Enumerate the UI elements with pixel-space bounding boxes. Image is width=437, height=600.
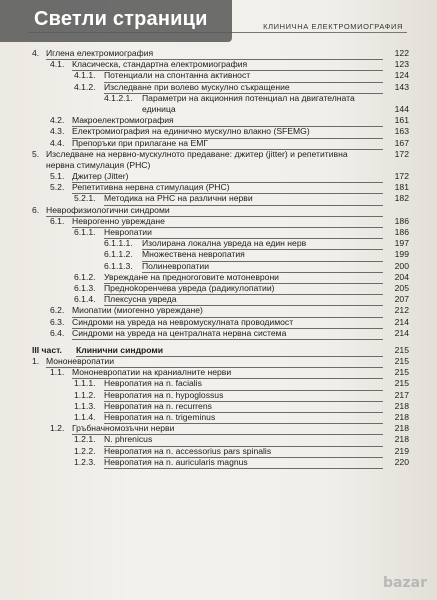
entry-page: 205	[394, 282, 409, 293]
entry-page: 123	[394, 59, 409, 70]
toc-entry	[32, 328, 409, 339]
entry-number: 4.3.	[50, 126, 65, 137]
entry-title: Плексусна увреда	[104, 294, 383, 306]
entry-number: 6.1.1.2.	[104, 249, 133, 260]
entry-title: Изследване при волево мускулно съкращение	[104, 82, 383, 94]
entry-number: 1.1.2.	[74, 389, 96, 400]
toc-entry	[32, 149, 409, 171]
entry-page: 163	[394, 126, 409, 137]
entry-number: 5.1.	[50, 171, 65, 182]
entry-page: 207	[394, 294, 409, 305]
toc-entry	[32, 216, 409, 227]
entry-page: 200	[394, 260, 409, 271]
entry-number: 1.2.3.	[74, 456, 96, 467]
entry-title: Макроелектромиография	[72, 115, 383, 127]
toc-entry	[32, 412, 409, 423]
toc-entry	[32, 345, 409, 356]
entry-title: Неврогенно увреждане	[72, 216, 383, 228]
entry-page: 186	[394, 215, 409, 226]
entry-number: 6.2.	[50, 305, 65, 316]
toc-entry	[32, 115, 409, 126]
entry-number: 6.1.1.3.	[104, 260, 133, 271]
toc-entry	[32, 138, 409, 149]
entry-title: Джитер (Jitter)	[72, 171, 383, 183]
entry-page: 197	[394, 238, 409, 249]
entry-page: 186	[394, 227, 409, 238]
toc-entry	[32, 317, 409, 328]
entry-title: Невропатия на n. facialis	[104, 378, 383, 390]
toc-entry	[32, 238, 409, 249]
toc-entry	[32, 446, 409, 457]
entry-title: Синдроми на увреда на централната нервна система	[72, 328, 383, 340]
logo-text: bazar	[383, 575, 427, 591]
entry-title: Изследване на нервно-мускулното предаване: джитер (jitter) и репетитивна нервна стимулация (PHC)	[46, 148, 348, 170]
entry-number: 4.1.	[50, 59, 65, 70]
entry-number: 1.1.1.	[74, 378, 96, 389]
entry-number: III част.	[32, 344, 62, 355]
toc-entry	[32, 294, 409, 305]
entry-title: Предноkоренчева увреда (радикулопатии)	[104, 283, 383, 295]
entry-title: Синдроми на увреда на невромускулната проводимост	[72, 317, 383, 329]
entry-page: 214	[394, 316, 409, 327]
entry-title: Изолирана локална увреда на един нерв	[142, 238, 383, 250]
toc-entry	[32, 59, 409, 70]
entry-number: 5.	[32, 148, 40, 159]
entry-page: 219	[394, 445, 409, 456]
entry-page: 215	[394, 356, 409, 367]
entry-page: 172	[394, 171, 409, 182]
toc-entry	[32, 93, 409, 115]
toc-entry	[32, 283, 409, 294]
toc-entry	[32, 70, 409, 81]
toc-entry	[32, 390, 409, 401]
entry-title: Невропатия на n. recurrens	[104, 401, 383, 413]
entry-number: 1.2.	[50, 423, 65, 434]
site-watermark	[0, 0, 232, 42]
entry-number: 1.1.	[50, 367, 65, 378]
entry-title: Параметри на акционния потенциал на двигателната единица	[142, 92, 355, 114]
entry-number: 4.	[32, 48, 40, 58]
entry-title: Невропатия на n. hypoglossus	[104, 390, 383, 402]
toc-entry	[32, 261, 409, 272]
toc-entry	[32, 205, 409, 216]
entry-number: 6.	[32, 204, 40, 215]
entry-number: 1.2.1.	[74, 434, 96, 445]
entry-number: 4.2.	[50, 115, 65, 126]
entry-page: 167	[394, 137, 409, 148]
entry-page: 218	[394, 412, 409, 423]
entry-title: Клинични синдроми	[76, 345, 383, 357]
entry-title: Мононевропатии	[46, 356, 383, 368]
entry-page: 215	[394, 367, 409, 378]
entry-page: 161	[394, 115, 409, 126]
entry-title: Невропатия на n. auricularis magnus	[104, 457, 383, 469]
entry-title: Класическа, стандартна електромиография	[72, 59, 383, 71]
entry-number: 6.1.	[50, 215, 65, 226]
table-of-contents	[32, 48, 409, 468]
toc-entry	[32, 82, 409, 93]
entry-page: 215	[394, 378, 409, 389]
toc-entry	[32, 356, 409, 367]
entry-page: 172	[394, 148, 409, 159]
toc-entry	[32, 126, 409, 137]
toc-entry	[32, 434, 409, 445]
entry-title: Мононевропатии на краниалните нерви	[72, 367, 383, 379]
entry-title: Множествена невропатия	[142, 249, 383, 261]
entry-page: 215	[394, 344, 409, 355]
entry-title: Неврофизиологични синдроми	[46, 205, 383, 217]
entry-title: Препоръки при прилагане на ЕМГ	[72, 138, 383, 150]
entry-number: 4.1.2.1.	[104, 92, 133, 103]
entry-number: 1.1.4.	[74, 412, 96, 423]
watermark-text: Светли страници	[34, 8, 208, 30]
entry-page: 220	[394, 456, 409, 467]
entry-page: 218	[394, 434, 409, 445]
entry-number: 4.1.1.	[74, 70, 96, 81]
entry-title: Миопатии (миогенно увреждане)	[72, 305, 383, 317]
toc-entry	[32, 378, 409, 389]
toc-entry	[32, 193, 409, 204]
bazar-logo	[381, 572, 433, 596]
entry-page: 181	[394, 182, 409, 193]
entry-page: 218	[394, 400, 409, 411]
entry-number: 6.1.3.	[74, 282, 96, 293]
entry-title: Методика на PHC на различни нерви	[104, 193, 383, 205]
entry-number: 4.4.	[50, 137, 65, 148]
entry-title: Невропатии	[104, 227, 383, 239]
toc-entry	[32, 305, 409, 316]
entry-title: Невропатия на n. trigeminus	[104, 412, 383, 424]
entry-page: 143	[394, 81, 409, 92]
entry-page: 218	[394, 423, 409, 434]
entry-page: 214	[394, 327, 409, 338]
entry-page: 144	[394, 103, 409, 114]
entry-page: 204	[394, 271, 409, 282]
entry-page: 217	[394, 389, 409, 400]
entry-title: Гръбначномозъчни нерви	[72, 423, 383, 435]
entry-number: 6.1.1.1.	[104, 238, 133, 249]
toc-entry	[32, 367, 409, 378]
toc-entry	[32, 457, 409, 468]
entry-title: Репетитивна нервна стимулация (PHC)	[72, 182, 383, 194]
entry-number: 6.4.	[50, 327, 65, 338]
entry-title: Увреждане на предноroговите мотоневрони	[104, 272, 383, 284]
entry-title: Иглена електромиография	[46, 48, 383, 60]
entry-title: Невропатия на n. accessorius pars spinalis	[104, 446, 383, 458]
toc-entry	[32, 48, 409, 59]
toc-entry	[32, 401, 409, 412]
entry-number: 1.	[32, 356, 40, 367]
entry-title: Потенциали на спонтанна активност	[104, 70, 383, 82]
entry-number: 5.2.	[50, 182, 65, 193]
entry-number: 1.2.2.	[74, 445, 96, 456]
entry-title: Полиневропатии	[142, 261, 383, 273]
entry-number: 5.2.1.	[74, 193, 96, 204]
entry-page: 212	[394, 305, 409, 316]
entry-page: 122	[394, 48, 409, 58]
entry-number: 6.1.4.	[74, 294, 96, 305]
entry-number: 6.3.	[50, 316, 65, 327]
running-title: КЛИНИЧНА ЕЛЕКТРОМИОГРАФИЯ	[263, 22, 403, 31]
toc-entry	[32, 171, 409, 182]
entry-title: N. phrenicus	[104, 434, 383, 446]
entry-title: Електромиография на единично мускулно влакно (SFEMG)	[72, 126, 383, 138]
toc-entry	[32, 182, 409, 193]
toc-entry	[32, 227, 409, 238]
entry-page: 124	[394, 70, 409, 81]
entry-page: 182	[394, 193, 409, 204]
toc-entry	[32, 249, 409, 260]
entry-number: 4.1.2.	[74, 81, 96, 92]
entry-number: 6.1.2.	[74, 271, 96, 282]
entry-number: 6.1.1.	[74, 227, 96, 238]
entry-page: 199	[394, 249, 409, 260]
toc-entry	[32, 423, 409, 434]
toc-entry	[32, 272, 409, 283]
entry-number: 1.1.3.	[74, 400, 96, 411]
